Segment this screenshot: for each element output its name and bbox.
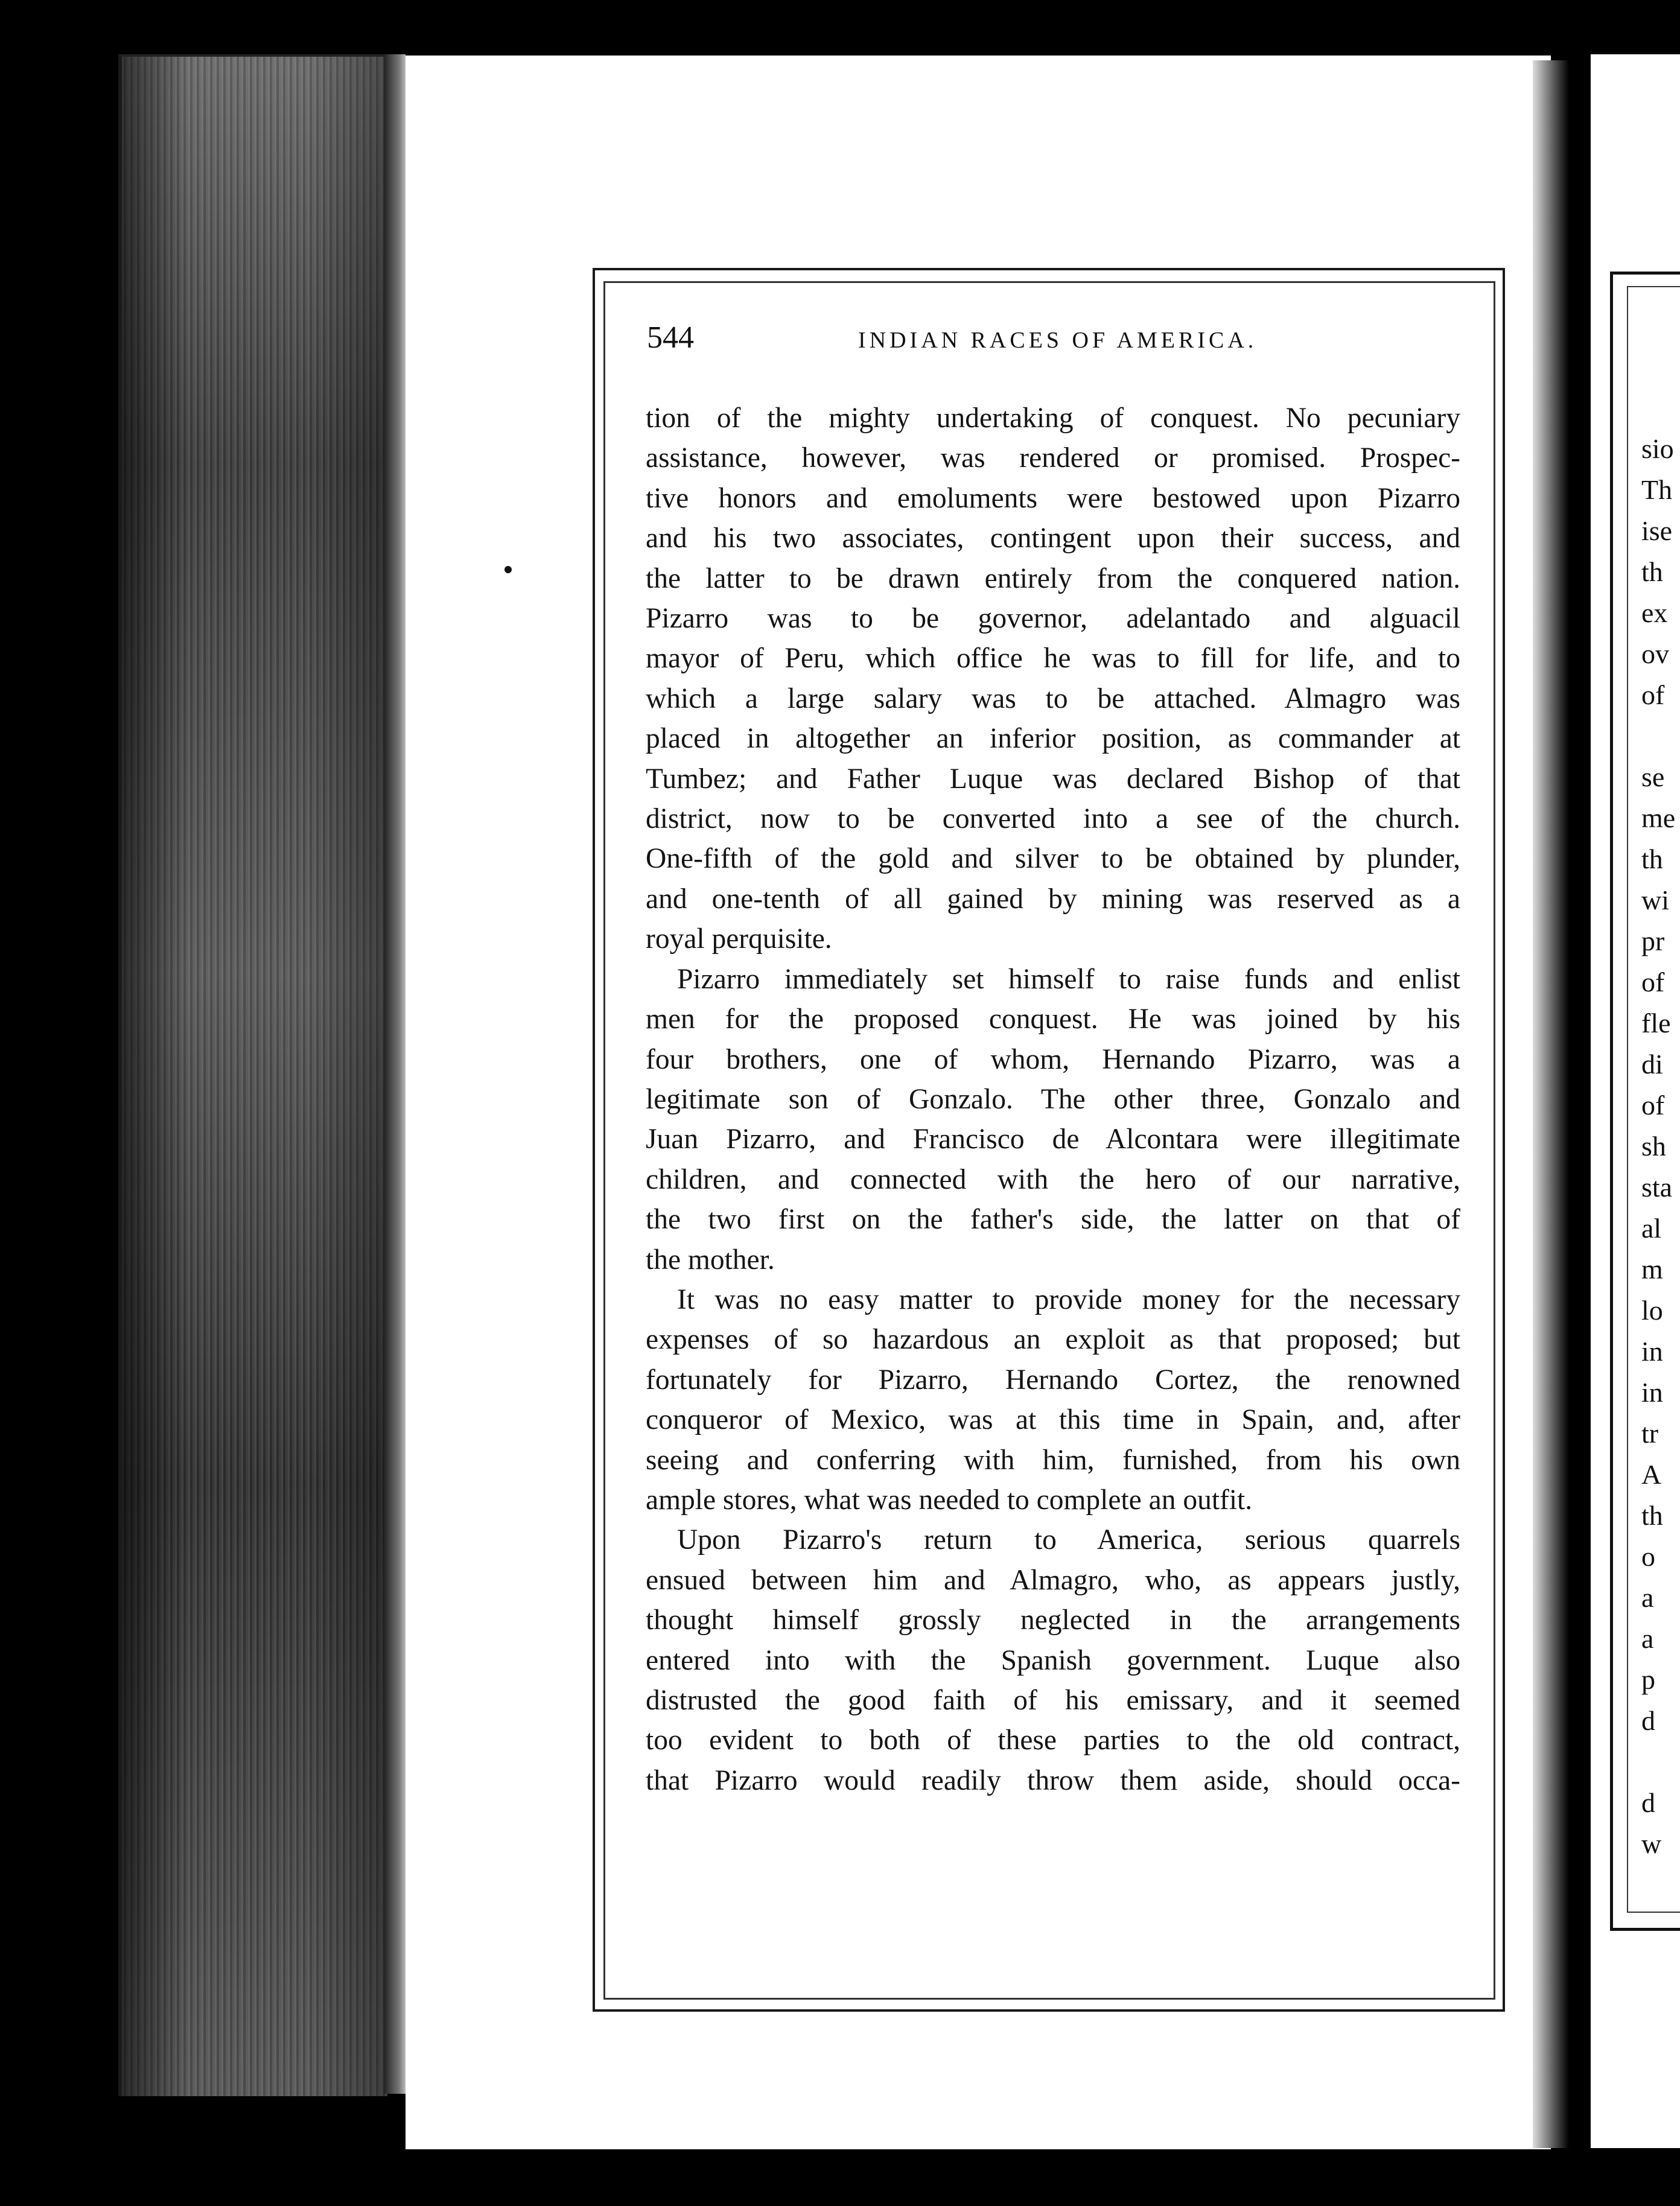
ink-speck: [504, 566, 512, 573]
text-line: tive honors and emoluments were bestowed upon Pizarro: [646, 482, 1460, 514]
text-line: and one-tenth of all gained by mining was reserved as a: [646, 883, 1460, 915]
text-line: four brothers, one of whom, Hernando Pizarro, was a: [646, 1043, 1460, 1075]
text-line: It was no easy matter to provide money for the necessary: [677, 1283, 1460, 1315]
text-line: entered into with the Spanish government. Luque also: [646, 1644, 1460, 1676]
text-line: Upon Pizarro's return to America, serious quarrels: [677, 1524, 1460, 1556]
text-line: tion of the mighty undertaking of conquest. No pecuniary: [646, 402, 1460, 434]
text-line: expenses of so hazardous an exploit as that proposed; but: [646, 1324, 1460, 1356]
text-line: the two first on the father's side, the latter on that of: [646, 1204, 1460, 1236]
text-line: too evident to both of these parties to the old contract,: [646, 1724, 1460, 1756]
text-line: legitimate son of Gonzalo. The other three, Gonzalo and: [646, 1083, 1460, 1115]
text-line: the mother.: [646, 1244, 775, 1276]
text-line: One-fifth of the gold and silver to be obtained by plunder,: [646, 843, 1460, 875]
text-line: Pizarro was to be governor, adelantado and alguacil: [646, 603, 1460, 635]
page-header: [647, 320, 1462, 362]
text-line: royal perquisite.: [646, 923, 832, 955]
page-number: 544: [647, 320, 694, 355]
text-line: seeing and conferring with him, furnished, from his own: [646, 1444, 1460, 1476]
body-text: [646, 398, 1460, 1801]
text-line: placed in altogether an inferior position, as commander at: [646, 723, 1460, 755]
book-fore-edge: [118, 54, 387, 2096]
text-line: which a large salary was to be attached. Almagro was: [646, 682, 1460, 714]
text-line: Juan Pizarro, and Francisco de Alcontara were illegitimate: [646, 1124, 1460, 1155]
text-line: distrusted the good faith of his emissary, and it seemed: [646, 1685, 1460, 1716]
text-line: ample stores, what was needed to complete an outfit.: [646, 1484, 1253, 1516]
text-line: Pizarro immediately set himself to raise funds and enlist: [677, 963, 1460, 995]
next-page: [1591, 54, 1680, 2148]
text-line: fortunately for Pizarro, Hernando Cortez, the renowned: [646, 1364, 1460, 1396]
fore-edge-shading: [122, 57, 387, 2096]
text-line: Tumbez; and Father Luque was declared Bishop of that: [646, 763, 1460, 795]
text-line: district, now to be converted into a see of the church.: [646, 803, 1460, 835]
text-line: and his two associates, contingent upon their success, and: [646, 523, 1460, 555]
running-head: INDIAN RACES OF AMERICA.: [858, 328, 1258, 353]
text-line: men for the proposed conquest. He was joined by his: [646, 1003, 1460, 1035]
text-line: assistance, however, was rendered or promised. Prospec-: [646, 442, 1460, 474]
text-line: children, and connected with the hero of our narrative,: [646, 1163, 1460, 1195]
text-line: thought himself grossly neglected in the arrangements: [646, 1604, 1460, 1636]
text-line: that Pizarro would readily throw them aside, should occa-: [646, 1764, 1460, 1796]
page-edge-shadow: [1533, 60, 1569, 2148]
text-line: ensued between him and Almagro, who, as appears justly,: [646, 1564, 1460, 1596]
page-gutter: [384, 54, 406, 2094]
next-page-text-fragments: sio Th ise th ex ov of se me th wi pr of fle di of sh sta al m lo in in tr A th o a a p d d w: [1641, 433, 1676, 1859]
text-line: conqueror of Mexico, was at this time in Spain, and, after: [646, 1404, 1460, 1436]
text-line: the latter to be drawn entirely from the conquered nation.: [646, 562, 1460, 594]
text-line: mayor of Peru, which office he was to fill for life, and to: [646, 643, 1460, 675]
